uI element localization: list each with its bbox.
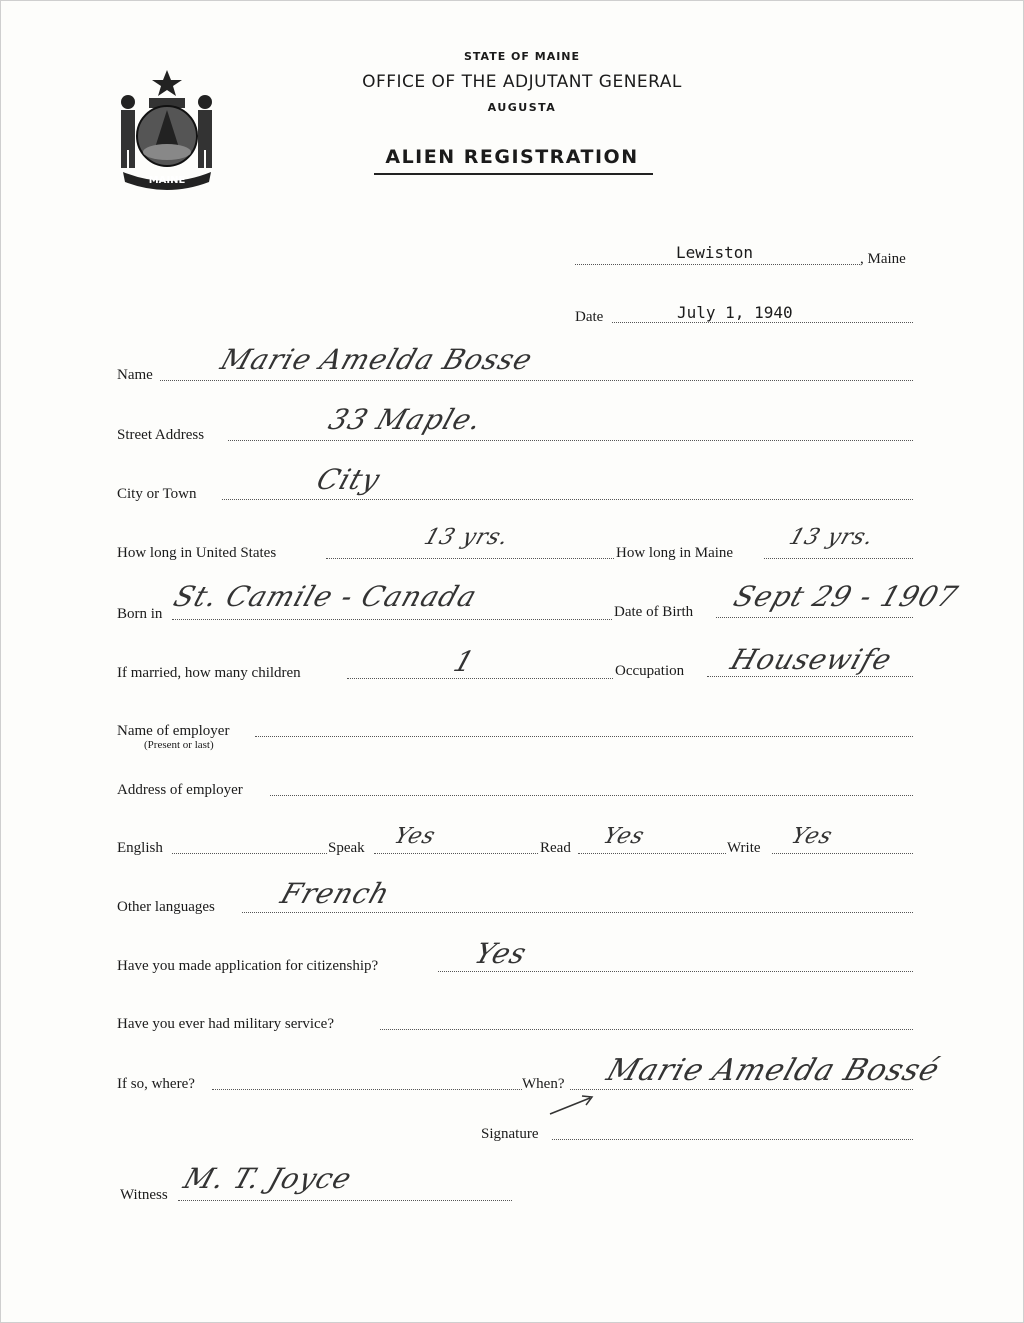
- children-line: [347, 678, 613, 679]
- street-label: Street Address: [117, 427, 205, 443]
- witness-value: M. T. Joyce: [179, 1162, 357, 1195]
- employer-address-line: [270, 795, 913, 796]
- date-value: July 1, 1940: [677, 303, 793, 322]
- other-languages-label: Other languages: [117, 899, 215, 915]
- date-label: Date: [575, 309, 604, 325]
- signature-line: [552, 1139, 913, 1140]
- read-label: Read: [540, 840, 571, 856]
- dob-value: Sept 29 - 1907: [729, 580, 963, 613]
- employer-sublabel: (Present or last): [144, 739, 214, 751]
- arrow-icon: [548, 1092, 596, 1118]
- seal-ribbon-text: MAINE: [148, 175, 186, 186]
- date-line: [612, 322, 913, 323]
- english-label: English: [117, 840, 163, 856]
- name-value: Marie Amelda Bosse: [216, 343, 538, 376]
- signature-value: Marie Amelda Bossé: [602, 1053, 945, 1088]
- children-value: 1: [449, 645, 480, 678]
- children-label: If married, how many children: [117, 665, 301, 681]
- occupation-label: Occupation: [615, 663, 685, 679]
- write-value: Yes: [787, 824, 836, 849]
- location-line: [575, 264, 860, 265]
- where-line: [212, 1089, 522, 1090]
- military-label: Have you ever had military service?: [117, 1016, 334, 1032]
- when-line: [570, 1089, 913, 1090]
- form-title: ALIEN REGISTRATION: [385, 146, 639, 168]
- english-line: [172, 853, 327, 854]
- born-value: St. Camile - Canada: [169, 580, 482, 613]
- us-duration-value: 13 yrs.: [420, 525, 513, 550]
- employer-line: [255, 736, 913, 737]
- write-line: [772, 853, 913, 854]
- when-label: When?: [522, 1076, 565, 1092]
- street-line: [228, 440, 913, 441]
- other-languages-line: [242, 912, 913, 913]
- military-line: [380, 1029, 913, 1030]
- other-languages-value: French: [276, 877, 395, 910]
- read-line: [578, 853, 726, 854]
- employer-label: Name of employer: [117, 723, 230, 739]
- witness-line: [178, 1200, 512, 1201]
- city-line: [222, 499, 913, 500]
- header-state: STATE OF MAINE: [463, 50, 581, 63]
- location-suffix: , Maine: [860, 251, 906, 267]
- occupation-value: Housewife: [726, 643, 897, 676]
- maine-duration-value: 13 yrs.: [785, 525, 878, 550]
- header-office: OFFICE OF THE ADJUTANT GENERAL: [362, 72, 682, 92]
- city-value: City: [312, 463, 385, 496]
- write-label: Write: [727, 840, 761, 856]
- us-duration-label: How long in United States: [117, 545, 277, 561]
- name-label: Name: [117, 367, 153, 383]
- us-duration-line: [326, 558, 614, 559]
- occupation-line: [707, 676, 913, 677]
- citizenship-label: Have you made application for citizenship?: [117, 958, 379, 974]
- speak-value: Yes: [390, 824, 439, 849]
- maine-duration-line: [764, 558, 913, 559]
- born-line: [172, 619, 612, 620]
- header-city: AUGUSTA: [487, 101, 557, 114]
- where-label: If so, where?: [117, 1076, 195, 1092]
- born-label: Born in: [117, 606, 163, 622]
- name-line: [160, 380, 913, 381]
- read-value: Yes: [599, 824, 648, 849]
- employer-address-label: Address of employer: [117, 782, 243, 798]
- city-label: City or Town: [117, 486, 197, 502]
- maine-duration-label: How long in Maine: [616, 545, 734, 561]
- signature-label: Signature: [481, 1126, 539, 1142]
- speak-label: Speak: [328, 840, 365, 856]
- dob-line: [716, 617, 913, 618]
- title-underline: [374, 173, 653, 175]
- location-value: Lewiston: [676, 243, 754, 262]
- citizenship-value: Yes: [470, 937, 532, 970]
- dob-label: Date of Birth: [614, 604, 694, 620]
- speak-line: [374, 853, 538, 854]
- witness-label: Witness: [120, 1187, 168, 1203]
- street-value: 33 Maple.: [324, 403, 487, 436]
- citizenship-line: [438, 971, 913, 972]
